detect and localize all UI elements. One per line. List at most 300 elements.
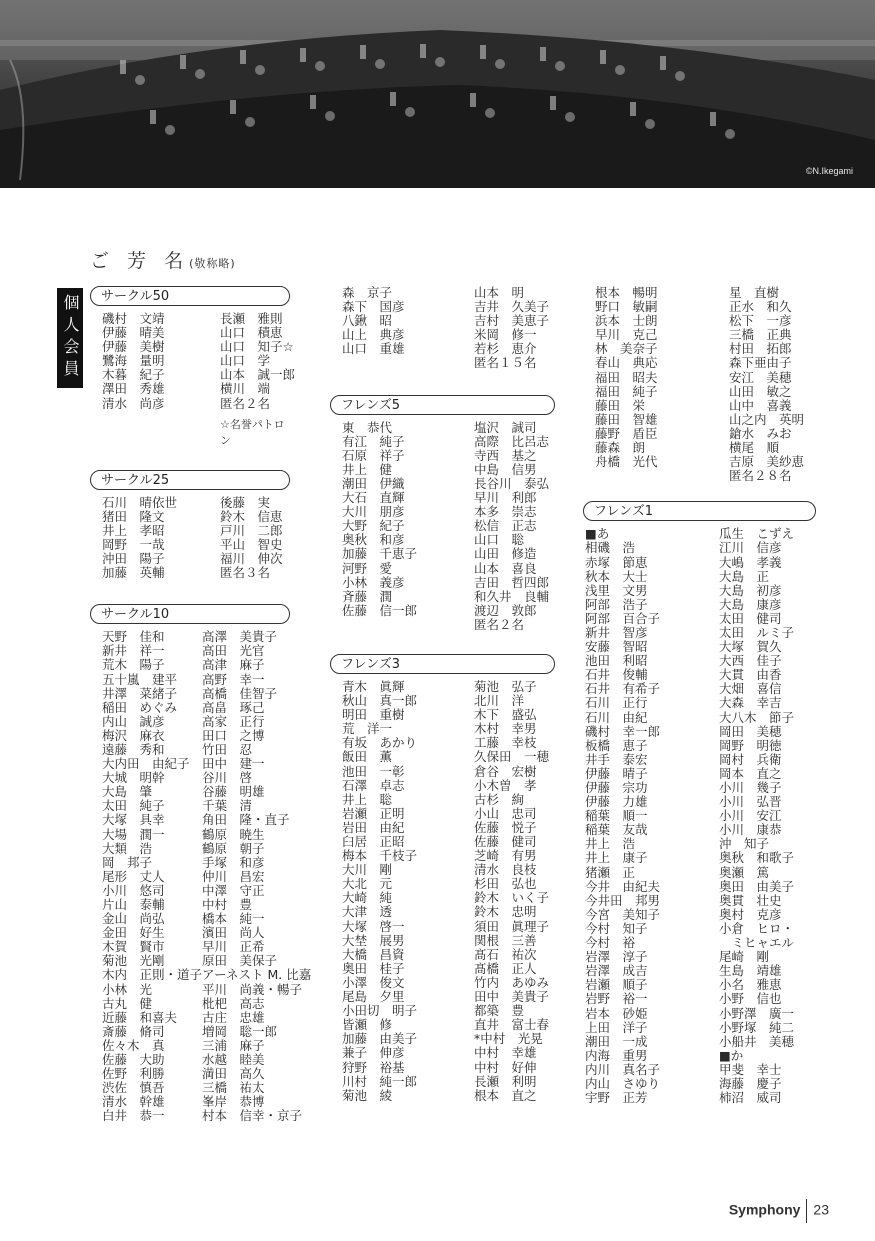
member-name: 中村 豊 — [202, 897, 253, 912]
page-footer — [729, 1199, 829, 1223]
name-list-right — [719, 527, 794, 1105]
member-name: 加藤 英輔 — [102, 565, 165, 581]
section-continued — [330, 286, 555, 371]
member-name: 瓜生 こずえ — [719, 526, 795, 542]
honorary-patron-note: ☆名誉パトロン — [220, 417, 285, 447]
member-name: 天野 佳和 — [102, 629, 165, 645]
member-name: 吉原 美紗恵 — [729, 454, 805, 470]
member-name: 岩田 由紀 — [342, 819, 405, 835]
member-name: 伊藤 美樹 — [102, 339, 165, 355]
member-name: 古丸 健 — [102, 995, 153, 1011]
member-name: 臼居 正昭 — [342, 834, 405, 849]
member-name: 杉田 弘也 — [474, 876, 537, 892]
member-name: 峯岸 恭博 — [202, 1094, 265, 1110]
member-name: 春山 典応 — [595, 355, 658, 371]
member-name: 大津 透 — [342, 904, 393, 920]
member-name: 中村 幸雄 — [474, 1045, 537, 1061]
member-name: 安江 美穂 — [729, 369, 792, 385]
member-name: 飯田 薫 — [342, 749, 393, 765]
member-name: 奥田 由美子 — [719, 878, 795, 894]
name-grid — [330, 421, 555, 632]
member-name: 鈴木 いく子 — [474, 890, 550, 906]
member-name: 藤野 盾臣 — [595, 425, 658, 441]
member-name: 高家 正行 — [202, 713, 265, 729]
member-name: 小川 安江 — [719, 808, 782, 824]
member-name: 菊池 綾 — [342, 1087, 393, 1103]
member-name: 渋佐 慎吾 — [102, 1080, 165, 1096]
member-name: 福田 純子 — [595, 383, 658, 399]
member-name: 奥貫 壮史 — [719, 892, 782, 908]
member-name: 磯村 文靖 — [102, 311, 165, 326]
member-name: 新井 祥一 — [102, 643, 165, 659]
member-name: 平川 尚義・暢子 — [202, 981, 303, 997]
member-name: 小林 光 — [102, 981, 153, 997]
member-name: 中澤 守正 — [202, 882, 265, 898]
member-name: 直井 富士春 — [474, 1017, 550, 1033]
member-name: 髙橋 正人 — [474, 960, 537, 976]
member-name: 工藤 幸枝 — [474, 735, 537, 751]
member-name: 鎗水 みお — [729, 425, 792, 441]
member-name: 木村 幸男 — [474, 721, 537, 737]
member-name: 今井 由紀夫 — [585, 878, 661, 894]
member-name: ミヒャエル — [719, 935, 795, 951]
member-name: 小山 忠司 — [474, 805, 537, 821]
member-name: 木内 正則・道子 — [102, 967, 203, 983]
member-name: 金山 尚弘 — [102, 911, 165, 927]
member-name: 稲葉 友哉 — [585, 822, 648, 838]
member-name: 大西 佳子 — [719, 653, 782, 669]
member-name: 竹田 忍 — [202, 741, 253, 757]
member-name: 早川 利郎 — [474, 490, 537, 506]
member-name: 佐藤 大助 — [102, 1052, 165, 1068]
member-name: 水越 睦美 — [202, 1052, 265, 1068]
name-grid — [330, 680, 555, 1103]
member-name: 山本 喜良 — [474, 560, 537, 576]
member-name: 小野塚 純二 — [719, 1019, 795, 1035]
member-name: 秋本 大士 — [585, 568, 648, 584]
member-name: 藤田 智雄 — [595, 411, 658, 427]
member-name: 岡 邦子 — [102, 854, 153, 870]
member-name: 伊藤 晴美 — [102, 325, 165, 341]
member-name: 岡本 直之 — [719, 765, 782, 781]
member-name: 山中 喜義 — [729, 397, 792, 413]
member-name: 吉田 哲四郎 — [474, 574, 550, 590]
member-name: 星 直樹 — [729, 285, 780, 300]
member-name: 奥瀬 篤 — [719, 864, 770, 880]
member-name: 沖 知子 — [719, 836, 770, 852]
name-grid — [90, 312, 295, 411]
member-name: 長瀬 利明 — [474, 1073, 537, 1089]
heading-note: (敬称略) — [189, 257, 236, 270]
member-name: 鈴木 信恵 — [220, 508, 283, 524]
member-name: 小船井 美穂 — [719, 1033, 795, 1049]
member-name: 増岡 聡一郎 — [202, 1023, 278, 1039]
member-name: 北川 洋 — [474, 693, 525, 709]
member-name: 大城 明幹 — [102, 770, 165, 786]
member-name: 満田 高久 — [202, 1066, 265, 1082]
member-name: 明田 重樹 — [342, 707, 405, 723]
member-name: 梅沢 麻衣 — [102, 727, 165, 743]
member-name: 小川 悠司 — [102, 882, 165, 898]
member-name: 小林 義彦 — [342, 574, 405, 590]
member-name: 髙石 祐次 — [474, 946, 537, 962]
member-name: 松信 正志 — [474, 518, 537, 534]
member-name: 松下 一彦 — [729, 313, 792, 329]
member-name: 千葉 清 — [202, 798, 253, 814]
member-name: 池田 一彰 — [342, 763, 405, 779]
member-name: 尾形 丈人 — [102, 868, 165, 884]
member-name: 山本 明 — [474, 285, 525, 300]
column-2 — [330, 286, 555, 1103]
name-grid — [583, 527, 818, 1105]
member-name: 兼子 伸彦 — [342, 1045, 405, 1061]
member-name: 内海 重男 — [585, 1047, 648, 1063]
member-name: 匿名２名 — [219, 395, 270, 411]
member-name: 佐藤 信一郎 — [342, 602, 418, 618]
member-name: 大島 肇 — [102, 784, 153, 800]
member-name: 菊池 弘子 — [474, 678, 537, 694]
member-name: 木賀 賢市 — [102, 939, 165, 955]
member-name: 大森 幸吉 — [719, 695, 782, 711]
member-name: 川村 純一郎 — [342, 1073, 418, 1089]
member-name: 正水 和久 — [729, 299, 792, 315]
member-name: 三橋 正典 — [729, 327, 792, 343]
member-name: 若杉 恵介 — [474, 341, 537, 357]
member-name: 河野 愛 — [342, 560, 393, 576]
member-name: 高澤 美貴子 — [202, 629, 278, 645]
member-name: 岡野 一哉 — [102, 536, 165, 552]
member-name: 角田 隆・直子 — [202, 812, 290, 828]
member-name: 小倉 ヒロ・ — [719, 920, 795, 936]
member-name: 平山 智史 — [220, 536, 283, 552]
name-grid — [330, 286, 555, 371]
member-name: 加藤 千恵子 — [342, 546, 418, 562]
member-name: 大川 朋彦 — [342, 504, 405, 520]
member-name: 根本 直之 — [474, 1087, 537, 1103]
member-name: 岡野 明徳 — [719, 737, 782, 753]
member-name: 三橋 祐太 — [202, 1080, 265, 1096]
member-name: 大内田 由紀子 — [102, 756, 190, 772]
member-name: 潮田 一成 — [585, 1033, 648, 1049]
member-name: 潮田 伊織 — [342, 475, 405, 491]
member-name: 森下亜由子 — [729, 355, 792, 371]
name-grid — [90, 496, 295, 581]
member-name: 岡村 兵衛 — [719, 751, 782, 767]
member-name: 林 美奈子 — [595, 341, 658, 357]
member-name: 大塚 啓一 — [342, 918, 405, 934]
member-name: 芝崎 有男 — [474, 848, 537, 864]
member-name: 小田切 明子 — [342, 1003, 418, 1019]
member-name: 小野澤 廣一 — [719, 1005, 795, 1021]
member-name: 大貫 由香 — [719, 667, 782, 683]
member-name: 井手 泰宏 — [585, 751, 648, 767]
member-name: 村田 拓郎 — [729, 341, 792, 357]
member-name: 田口 之博 — [202, 727, 265, 743]
section-title: フレンズ3 — [330, 654, 555, 674]
section-circle25 — [90, 470, 295, 581]
member-name: 田中 建一 — [202, 756, 265, 772]
name-list-right — [202, 630, 311, 1123]
member-name: 竹内 あゆみ — [474, 974, 550, 990]
member-name: 塩沢 誠司 — [474, 419, 537, 435]
member-name: 板橋 恵子 — [585, 737, 648, 753]
member-name: 奥秋 和歌子 — [719, 850, 795, 866]
member-name: 沖田 陽子 — [102, 551, 165, 567]
member-name: 岩澤 淳子 — [585, 949, 648, 965]
member-name: 倉谷 宏樹 — [474, 763, 537, 779]
member-name: 清水 幹雄 — [102, 1094, 165, 1110]
member-name: 早川 正希 — [202, 939, 265, 955]
column-1 — [90, 286, 312, 1124]
member-name: 山口 積恵 — [219, 325, 283, 341]
name-list-left — [330, 680, 474, 1103]
member-name: 小澤 俊文 — [342, 974, 405, 990]
member-name: 小川 幾子 — [719, 780, 782, 795]
member-name: 今村 裕 — [585, 935, 636, 951]
member-name: 井上 健 — [342, 461, 393, 477]
member-name: ■あ — [585, 526, 610, 542]
member-name: 大石 直輝 — [342, 490, 405, 506]
name-list-left — [330, 286, 474, 371]
member-name: 有江 純子 — [342, 433, 405, 449]
member-name: 井上 孝昭 — [102, 522, 165, 538]
member-name: 海藤 慶子 — [719, 1075, 782, 1091]
member-name: 長谷川 泰弘 — [474, 475, 550, 491]
member-name: 大島 康彦 — [719, 596, 782, 612]
member-name: 山口 聡 — [474, 532, 525, 548]
column-3 — [583, 286, 818, 1105]
member-name: 奥田 桂子 — [342, 960, 405, 976]
member-name: 伊藤 力雄 — [585, 794, 648, 810]
name-list-left — [90, 312, 220, 411]
member-name: 鶴原 朝子 — [202, 840, 265, 856]
photo-credit: ©N.Ikegami — [805, 166, 853, 176]
member-name: 福川 伸次 — [220, 551, 283, 567]
member-name: 山本 誠一郎 — [219, 367, 295, 383]
member-name: 本多 崇志 — [474, 504, 537, 520]
member-name: 山田 敏之 — [729, 383, 792, 399]
member-name: 浜本 士朗 — [595, 313, 658, 329]
member-name: 鷺海 量明 — [102, 353, 165, 369]
member-name: 尾崎 剛 — [719, 949, 770, 965]
member-name: 福田 昭夫 — [595, 369, 658, 385]
member-name: 匿名３名 — [220, 565, 271, 581]
member-name: 猪瀬 正 — [585, 864, 636, 880]
member-name: 石川 晴依世 — [102, 494, 178, 510]
member-name: 伊藤 宗功 — [585, 780, 648, 795]
name-grid — [90, 629, 312, 1124]
member-name: 太田 ルミ子 — [719, 624, 795, 640]
member-name: 大島 初彦 — [719, 582, 782, 598]
member-name: 鶴原 暁生 — [202, 826, 265, 842]
member-name: 山之内 英明 — [729, 411, 805, 427]
individual-members-tab: 個人会員 — [57, 288, 83, 388]
member-name: 青木 眞輝 — [342, 678, 405, 694]
member-name: 木暮 紀子 — [102, 367, 165, 383]
member-name: 中島 信男 — [474, 461, 537, 477]
member-name: 高際 比呂志 — [474, 433, 550, 449]
member-name: 早川 克己 — [595, 327, 658, 343]
member-name: 山田 修造 — [474, 546, 537, 562]
member-name: 吉井 久美子 — [474, 299, 550, 315]
member-name: 宇野 正芳 — [585, 1090, 648, 1106]
heading-title: ご 芳 名 — [90, 250, 190, 272]
section-friends5 — [330, 395, 555, 632]
member-name: 岡田 美穂 — [719, 723, 782, 739]
member-name: 大塚 賀久 — [719, 639, 782, 655]
member-name: 石井 俊輔 — [585, 667, 648, 683]
member-name: 荒 洋一 — [342, 721, 393, 737]
member-name: 五十嵐 建平 — [102, 671, 178, 687]
page-heading — [90, 246, 236, 273]
member-name: 赤塚 節恵 — [585, 554, 648, 570]
orchestra-photo — [0, 0, 875, 188]
member-name: 谷藤 明雄 — [202, 784, 265, 800]
member-name: 今井田 邦男 — [585, 892, 661, 908]
member-name: 澤田 秀雄 — [102, 381, 165, 397]
member-name: *中村 光晃 — [474, 1031, 543, 1047]
member-name: 大埜 展男 — [342, 932, 405, 948]
member-name: 石井 有希子 — [585, 681, 661, 697]
member-name: 小名 雅恵 — [719, 977, 782, 993]
name-list-right — [474, 286, 549, 371]
member-name: 古杉 絢 — [474, 791, 525, 807]
member-name: 安藤 智昭 — [585, 639, 648, 655]
member-name: 稲葉 順一 — [585, 808, 648, 824]
member-name: 久保田 一穂 — [474, 749, 550, 765]
name-grid — [583, 286, 818, 483]
member-name: 渡辺 敦郎 — [474, 602, 537, 618]
name-list-right — [729, 286, 804, 483]
member-name: 浅里 文男 — [585, 582, 648, 598]
member-name: 森下 国彦 — [342, 299, 405, 315]
member-name: 手塚 和彦 — [202, 854, 265, 870]
member-name: 磯村 幸一郎 — [585, 723, 661, 739]
member-name: 斎藤 脩司 — [102, 1023, 165, 1039]
member-name: 奥村 克彦 — [719, 906, 782, 922]
member-name: 大野 紀子 — [342, 518, 405, 534]
section-continued — [583, 286, 818, 483]
section-circle50 — [90, 286, 295, 448]
member-name: 大場 潤一 — [102, 826, 165, 842]
member-name: 池田 利昭 — [585, 653, 648, 669]
member-name: 高津 麻子 — [202, 657, 265, 673]
member-name: 荒木 陽子 — [102, 657, 165, 673]
member-name: 白井 恭一 — [102, 1108, 165, 1124]
member-name: 上田 洋子 — [585, 1019, 648, 1035]
member-name: 大北 元 — [342, 876, 393, 892]
member-name: 菊池 光剛 — [102, 953, 165, 969]
member-name: 佐藤 悦子 — [474, 819, 537, 835]
member-name: 山口 学 — [219, 353, 270, 369]
member-name: 藤森 朗 — [595, 440, 646, 456]
member-name: 皆瀬 修 — [342, 1017, 393, 1033]
name-list-left — [583, 286, 729, 483]
footer-divider — [806, 1199, 807, 1223]
member-name: 内山 誠彦 — [102, 713, 165, 729]
name-list-left — [330, 421, 474, 632]
member-name: 井上 浩 — [585, 836, 636, 852]
member-name: 大畑 喜信 — [719, 681, 782, 697]
member-name: 片山 泰輔 — [102, 897, 165, 912]
member-name: 清水 尚彦 — [102, 395, 165, 411]
member-name: 佐藤 健司 — [474, 834, 537, 849]
member-name: 井上 聡 — [342, 791, 393, 807]
member-name: 戸川 二郎 — [220, 522, 283, 538]
member-name: 原田 美保子 — [202, 953, 278, 969]
member-name: 佐々木 真 — [102, 1037, 165, 1053]
member-name: 東 恭代 — [342, 419, 393, 435]
member-name: 大嶋 孝義 — [719, 554, 782, 570]
magazine-title: Symphony — [728, 1201, 801, 1218]
member-name: 橋本 純一 — [202, 911, 265, 927]
section-title: フレンズ1 — [583, 501, 816, 521]
section-friends3 — [330, 654, 555, 1103]
member-name: 村本 信幸・京子 — [202, 1108, 303, 1124]
member-name: 今宮 美知子 — [585, 906, 661, 922]
section-title: サークル10 — [90, 604, 290, 624]
member-name: 大崎 純 — [342, 890, 393, 906]
member-name: 谷川 啓 — [202, 770, 253, 786]
member-name: 井澤 菜緒子 — [102, 685, 178, 701]
member-name: 有坂 あかり — [342, 735, 418, 751]
member-name: 内川 真名子 — [585, 1061, 661, 1077]
member-name: 吉村 美恵子 — [474, 313, 550, 329]
member-name: 岩澤 成吉 — [585, 963, 648, 979]
member-name: 太田 健司 — [719, 610, 782, 626]
member-name: 都築 豊 — [474, 1003, 525, 1019]
member-name: 柿沼 威司 — [719, 1090, 782, 1106]
member-name: 太田 純子 — [102, 798, 165, 814]
member-name: 金田 好生 — [102, 925, 165, 941]
member-name: 遠藤 秀和 — [102, 741, 165, 757]
member-name: 関根 三善 — [474, 932, 537, 948]
member-name: ■か — [719, 1047, 744, 1063]
name-list-right — [220, 312, 295, 411]
member-name: 野口 敏嗣 — [595, 299, 658, 315]
member-name: 新井 智彦 — [585, 624, 648, 640]
page-number: 23 — [813, 1201, 829, 1218]
member-name: 山口 知子☆ — [219, 339, 294, 355]
member-name: 狩野 裕基 — [342, 1059, 405, 1075]
member-name: 小木曽 孝 — [474, 777, 537, 793]
member-name: 古庄 忠雄 — [202, 1009, 265, 1025]
member-name: 小川 弘晋 — [719, 794, 782, 810]
member-name: 須田 眞理子 — [474, 918, 550, 934]
member-name: 藤田 栄 — [595, 397, 646, 413]
member-name: 今村 知子 — [585, 920, 648, 936]
member-name: 大塚 具幸 — [102, 812, 165, 828]
member-name: 近藤 和喜夫 — [102, 1009, 178, 1025]
member-name: 八鍬 昭 — [342, 313, 393, 329]
member-name: 小川 康恭 — [719, 822, 782, 838]
member-name: 枇杷 高志 — [202, 995, 265, 1011]
section-title: フレンズ5 — [330, 395, 555, 415]
member-name: 舟橋 光代 — [595, 454, 658, 470]
member-name: 山上 典彦 — [342, 327, 405, 343]
member-name: 三浦 麻子 — [202, 1037, 265, 1053]
member-name: 匿名１５名 — [474, 355, 537, 371]
member-name: 和久井 良輔 — [474, 588, 550, 604]
member-name: 稲田 めぐみ — [102, 699, 178, 715]
member-name: 生島 靖雄 — [719, 963, 782, 979]
member-name: 長瀬 雅則 — [219, 311, 283, 326]
member-name: 山口 重雄 — [342, 341, 405, 357]
member-name: 阿部 浩子 — [585, 596, 648, 612]
member-name: 寺西 基之 — [474, 447, 537, 463]
member-name: 相磯 浩 — [585, 540, 636, 556]
section-title: サークル50 — [90, 286, 290, 306]
